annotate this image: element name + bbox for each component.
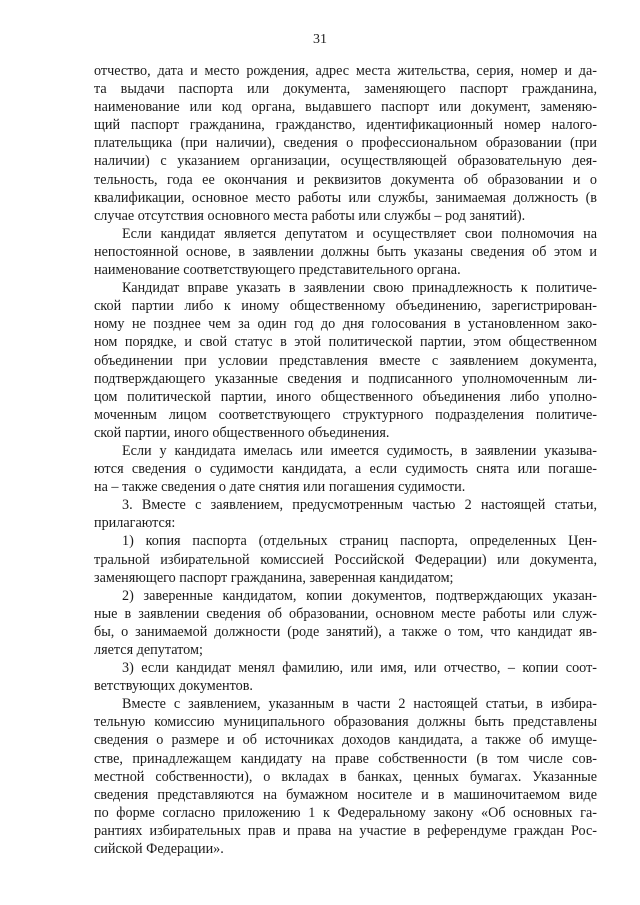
text-line: наименование или код органа, выдавшего паспорт или документ, заменяю- <box>94 99 597 116</box>
text-line: 1) копия паспорта (отдельных страниц паспорта, определенных Цен- <box>122 533 597 550</box>
paragraph <box>94 442 597 496</box>
text-line: ются сведения о судимости кандидата, а если судимость снята или погаше- <box>94 461 597 478</box>
text-line: непостоянной основе, в заявлении должны быть указаны сведения об этом и <box>94 243 597 260</box>
text-line: сийской Федерации». <box>94 841 224 858</box>
text-line: наличии) с указанием организации, осуществляющей образовательную дея- <box>94 153 597 170</box>
text-line: та выдачи паспорта или документа, заменяющего паспорт гражданина, <box>94 81 597 98</box>
text-line: отчество, дата и место рождения, адрес места жительства, серия, номер и да- <box>94 63 597 79</box>
text-line: Вместе с заявлением, указанным в части 2 настоящей статьи, в избира- <box>122 696 597 713</box>
text-line: ской партии, иного общественного объединения. <box>94 424 390 441</box>
text-line: Кандидат вправе указать в заявлении свою принадлежность к политиче- <box>122 280 597 297</box>
paragraph <box>94 225 597 279</box>
paragraph <box>94 659 597 695</box>
text-line: моченным лицом соответствующего структурного подразделения политиче- <box>94 406 597 423</box>
text-line: тельную комиссию муниципального образования должны быть представлены <box>94 714 597 731</box>
paragraph <box>94 587 597 659</box>
text-line: наименование соответствующего представительного органа. <box>94 262 461 279</box>
paragraph <box>94 496 597 532</box>
text-line: стве, принадлежащем кандидату на праве собственности (в том числе сов- <box>94 750 597 767</box>
page-number: 31 <box>313 32 327 47</box>
text-line: бы, о занимаемой должности (роде занятий), а также о том, что кандидат яв- <box>94 623 597 640</box>
text-line: на – также сведения о дате снятия или погашения судимости. <box>94 479 466 496</box>
text-line: по форме согласно приложению 1 к Федеральному закону «Об основных га- <box>94 804 597 821</box>
text-line: ному не позднее чем за один год до дня голосования в установленном зако- <box>94 316 597 333</box>
text-line: рантиях избирательных прав и права на участие в референдуме граждан Рос- <box>94 822 597 839</box>
text-line: случае отсутствия основного места работы или службы – род занятий). <box>94 207 526 224</box>
text-line: прилагаются: <box>94 515 176 532</box>
document-body <box>94 62 597 858</box>
text-line: ляется депутатом; <box>94 642 203 658</box>
text-line: тральной избирательной комиссией Российской Федерации) или документа, <box>94 551 597 568</box>
text-line: сведения о размере и об источниках доходов кандидата, а также об имуще- <box>94 732 597 749</box>
text-line: Если кандидат является депутатом и осуществляет свои полномочия на <box>122 225 597 242</box>
text-line: 3. Вместе с заявлением, предусмотренным частью 2 настоящей статьи, <box>122 497 597 514</box>
text-line: ветствующих документов. <box>94 678 253 695</box>
paragraph <box>94 279 597 442</box>
text-line: ные в заявлении сведения об образовании, основном месте работы или служ- <box>94 605 597 622</box>
text-line: сведения представляются на бумажном носителе и в машиночитаемом виде <box>94 786 597 803</box>
text-line: тельность, года ее окончания и реквизитов документа об образовании и о <box>94 171 597 188</box>
text-line: ном порядке, и свой статус в этой политической партии, этом общественном <box>94 334 597 351</box>
paragraph <box>94 532 597 586</box>
text-line: Если у кандидата имелась или имеется судимость, в заявлении указыва- <box>122 442 597 459</box>
text-line: 3) если кандидат менял фамилию, или имя, или отчество, – копии соот- <box>122 660 597 677</box>
text-line: ской партии либо к иному общественному объединению, зарегистрирован- <box>94 298 597 315</box>
paragraph <box>94 62 597 225</box>
text-line: 2) заверенные кандидатом, копии документов, подтверждающих указан- <box>122 587 597 604</box>
text-line: заменяющего паспорт гражданина, заверенная кандидатом; <box>94 569 454 586</box>
text-line: квалификации, основное место работы или службы, занимаемая должность (в <box>94 189 597 206</box>
text-line: подтверждающего указанные сведения и подписанного уполномоченным ли- <box>94 370 597 387</box>
text-line: цом политической партии, иного общественного объединения либо уполно- <box>94 388 597 405</box>
paragraph <box>94 695 597 858</box>
text-line: объединении при условии представления вместе с заявлением документа, <box>94 352 597 369</box>
text-line: плательщика (при наличии), сведения о профессиональном образовании (при <box>94 135 597 152</box>
text-line: щий паспорт гражданина, гражданство, идентификационный номер налого- <box>94 117 597 134</box>
text-line: местной собственности), о вкладах в банках, ценных бумагах. Указанные <box>94 768 597 785</box>
